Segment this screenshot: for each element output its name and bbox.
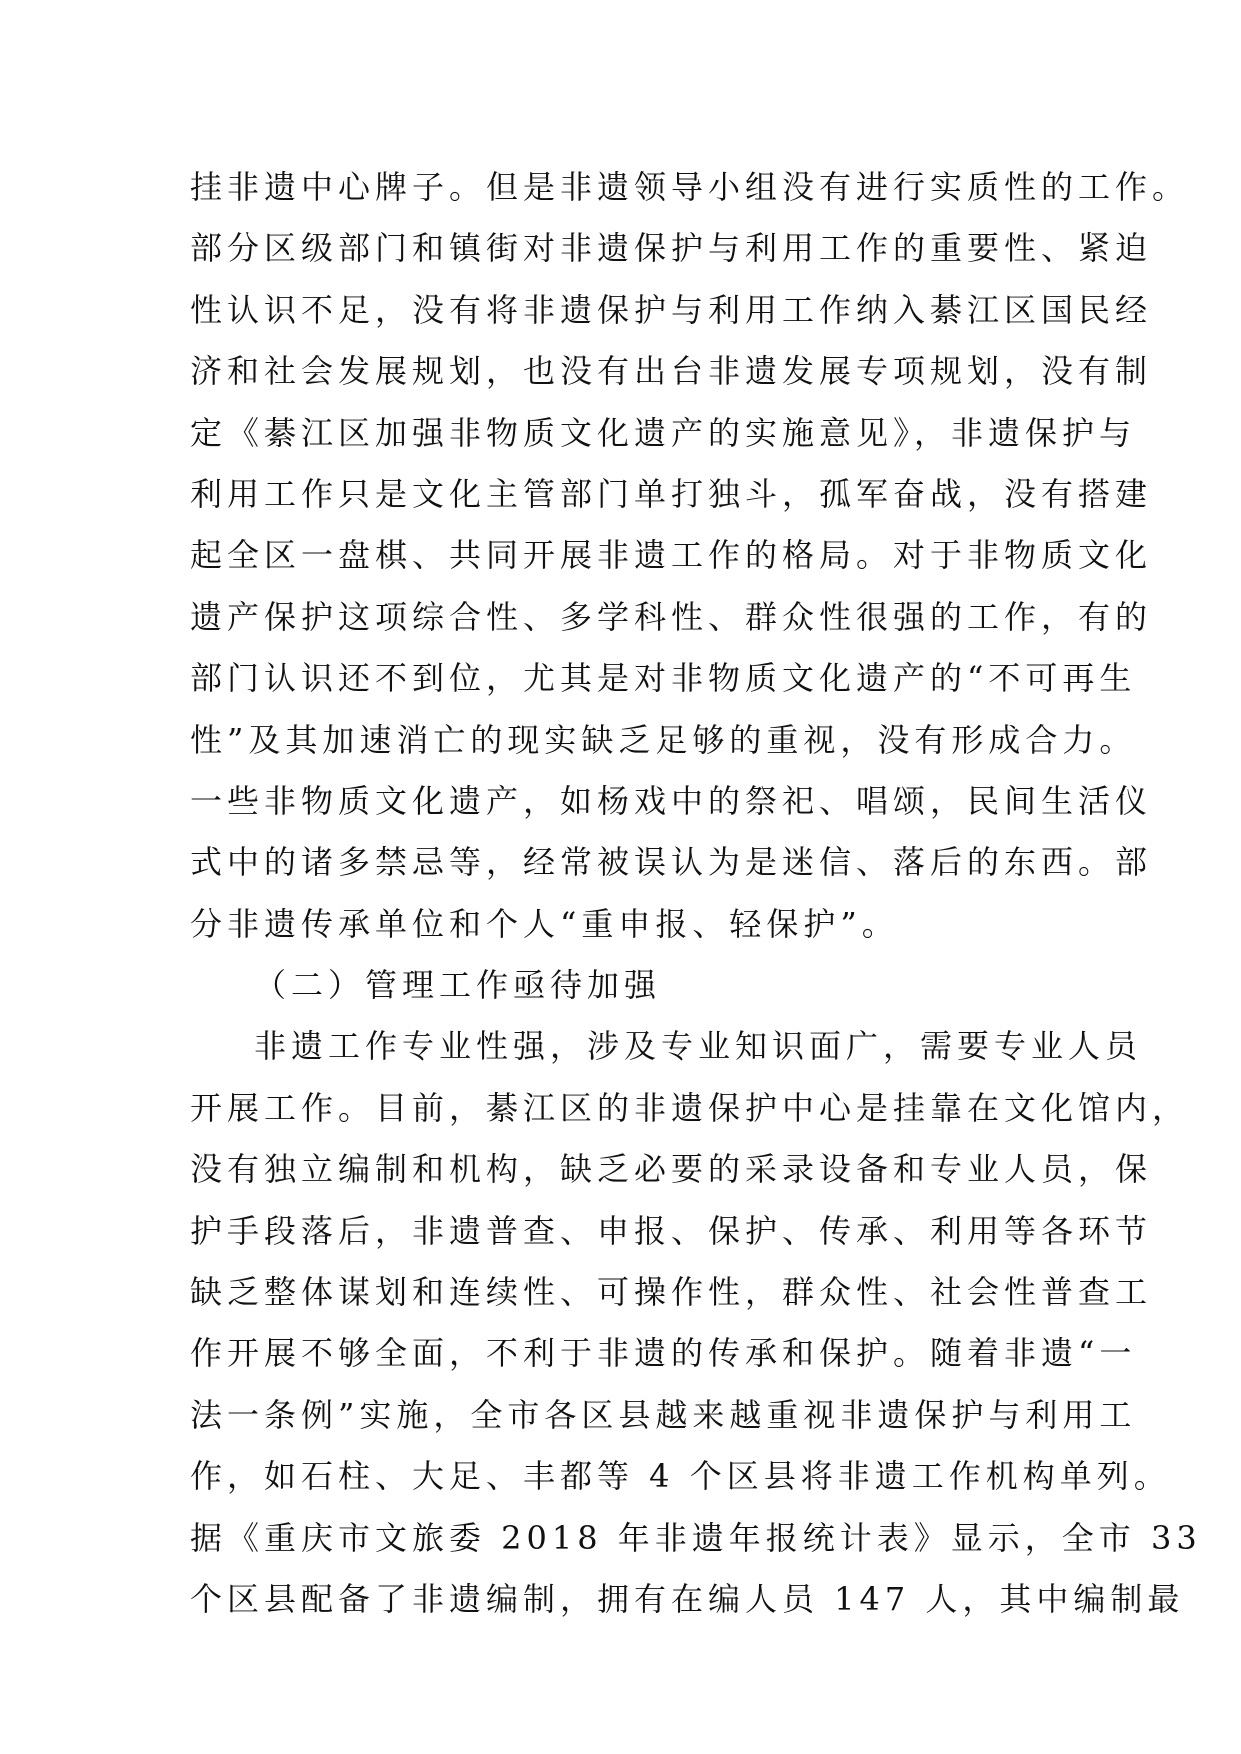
text-line: 作开展不够全面，不利于非遗的传承和保护。随着非遗“一 (190, 1334, 1137, 1373)
text-line: 分非遗传承单位和个人“重申报、轻保护”。 (190, 904, 899, 943)
text-line: 济和社会发展规划，也没有出台非遗发展专项规划，没有制 (190, 352, 1153, 391)
text-line: 一些非物质文化遗产，如杨戏中的祭祀、唱颂，民间生活仪 (190, 781, 1153, 820)
text-line: 开展工作。目前，綦江区的非遗保护中心是挂靠在文化馆内， (190, 1088, 1190, 1127)
text-line: 个区县配备了非遗编制，拥有在编人员 147 人，其中编制最 (190, 1579, 1185, 1618)
text-line: 遗产保护这项综合性、多学科性、群众性很强的工作，有的 (190, 597, 1153, 636)
text-line: 法一条例”实施，全市各区县越来越重视非遗保护与利用工 (190, 1395, 1137, 1434)
text-line: 据《重庆市文旅委 2018 年非遗年报统计表》显示，全市 33 (190, 1518, 1202, 1557)
text-line: 利用工作只是文化主管部门单打独斗，孤军奋战，没有搭建 (190, 474, 1153, 513)
text-line: 定《綦江区加强非物质文化遗产的实施意见》，非遗保护与 (190, 413, 1137, 452)
paragraph-first-line: 非遗工作专业性强，涉及专业知识面广，需要专业人员 (254, 1027, 1143, 1066)
text-line: 部分区级部门和镇街对非遗保护与利用工作的重要性、紧迫 (190, 229, 1153, 268)
text-line: 缺乏整体谋划和连续性、可操作性，群众性、社会性普查工 (190, 1273, 1153, 1312)
text-line: 没有独立编制和机构，缺乏必要的采录设备和专业人员，保 (190, 1150, 1153, 1189)
text-line: 式中的诸多禁忌等，经常被误认为是迷信、落后的东西。部 (190, 843, 1153, 882)
text-line: 性”及其加速消亡的现实缺乏足够的重视，没有形成合力。 (190, 720, 1137, 759)
text-line: 挂非遗中心牌子。但是非遗领导小组没有进行实质性的工作。 (190, 168, 1190, 206)
text-line: 性认识不足，没有将非遗保护与利用工作纳入綦江区国民经 (190, 290, 1153, 329)
text-line: 起全区一盘棋、共同开展非遗工作的格局。对于非物质文化 (190, 536, 1153, 575)
text-line: 作，如石柱、大足、丰都等 4 个区县将非遗工作机构单列。 (190, 1457, 1171, 1496)
body-text (190, 157, 1202, 1630)
text-line: 护手段落后，非遗普查、申报、保护、传承、利用等各环节 (190, 1211, 1153, 1250)
section-heading: （二）管理工作亟待加强 (254, 966, 662, 1005)
text-line: 部门认识还不到位，尤其是对非物质文化遗产的“不可再生 (190, 659, 1137, 698)
